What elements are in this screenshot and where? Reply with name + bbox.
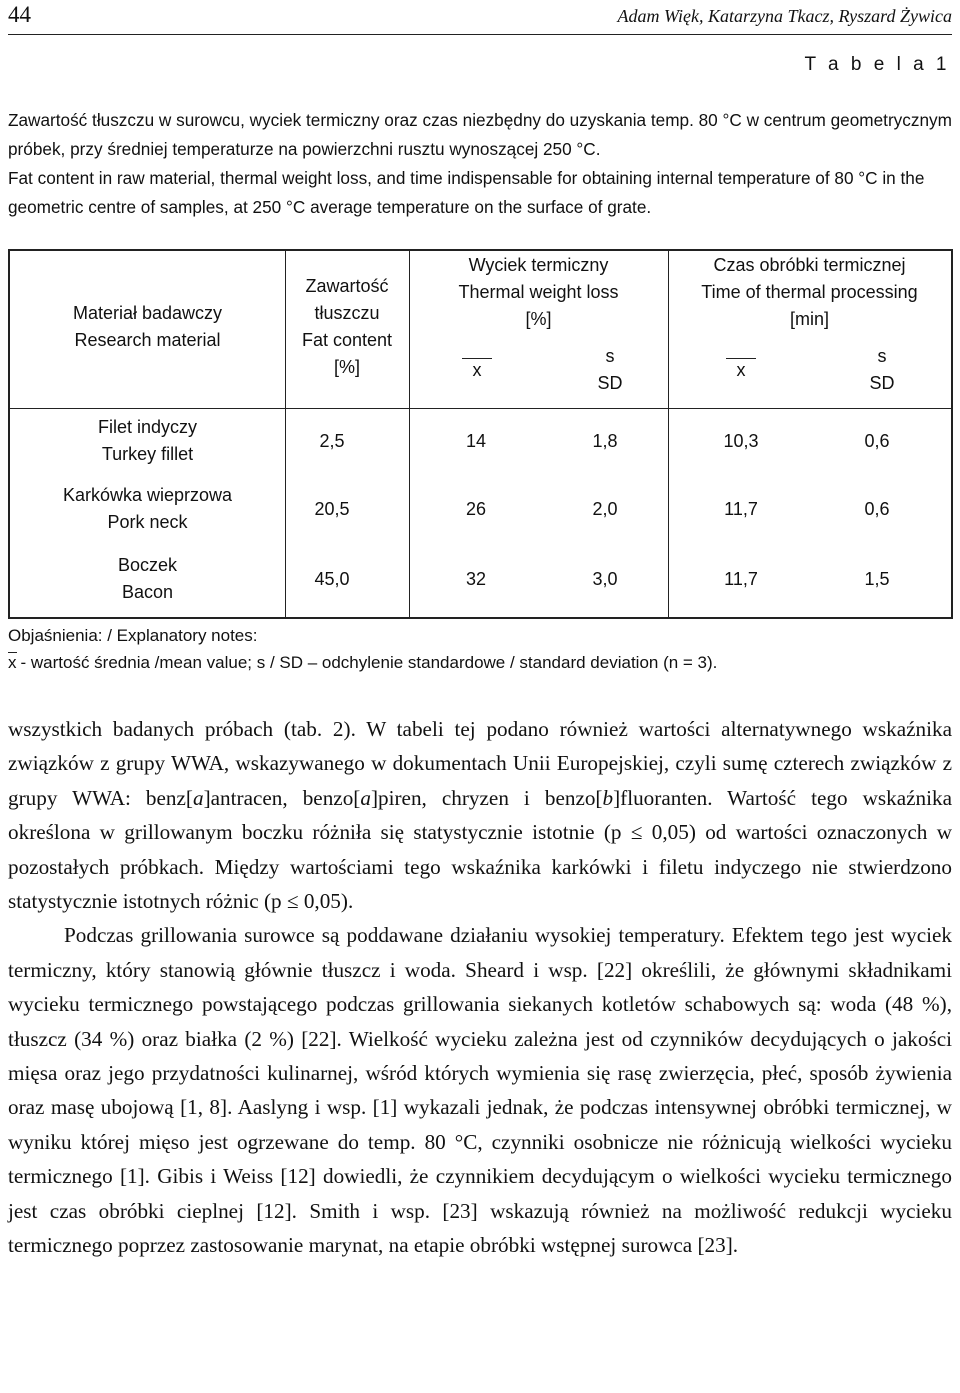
cell-fat: 45,0 — [314, 569, 350, 589]
subheader-mean-time: x — [726, 358, 756, 379]
cell-fat: 20,5 — [314, 499, 350, 519]
cell-weight-loss-sd: 3,0 — [592, 569, 618, 589]
cell-weight-loss-mean: 14 — [465, 431, 487, 451]
header-thermal-weight-loss: Wyciek termiczny Thermal weight loss [%] — [458, 255, 619, 329]
page-header — [8, 0, 952, 35]
row-material: Karkówka wieprzowa Pork neck — [62, 485, 233, 532]
cell-time-sd: 0,6 — [864, 431, 890, 451]
cell-weight-loss-mean: 26 — [465, 499, 487, 519]
body-paragraph: Podczas grillowania surowce są poddawane działaniu wysokiej temperatury. Efektem tego jest wyciek termiczny, który stanowią głównie tłuszcz i woda. Sheard i wsp. [22] określili, że głównymi składnikami wycieku termicznego powstającego podczas grillowania siekanych kotletów schabowych są: woda (48 %), tłuszcz (34 %) oraz białka (2 %) [22]. Wielkość wycieku zależna jest od czynników decydujących o jakości mięsa oraz jego przydatności kulinarnej, wśród których wymienia się rasę zwierzęcia, płeć, sposób żywienia oraz masę ubojową [1, 8]. Aaslyng i wsp. [1] wykazali jednak, że podczas intensywnej obróbki termicznej, w wyniku której mięso jest ogrzewane do temp. 80 °C, czynniki osobnicze nie różnicują wielkości wycieku termicznego [1]. Gibis i Weiss [12] dowiedli, że czynnikiem decydującym o wielkości wycieku termicznego jest czas obróbki cieplnej [12]. Smith i wsp. [23] wskazują również na możliwość redukcji wycieku termicznego poprzez zastosowanie marynat, na etapie obróbki wstępnej surowca [23]. — [8, 923, 952, 1258]
cell-time-sd: 0,6 — [864, 499, 890, 519]
row-material: Boczek Bacon — [117, 555, 178, 602]
cell-weight-loss-mean: 32 — [465, 569, 487, 589]
cell-time-mean: 11,7 — [724, 569, 758, 589]
cell-time-mean: 11,7 — [724, 499, 758, 519]
cell-time-mean: 10,3 — [723, 431, 759, 451]
body-paragraph: wszystkich badanych próbach (tab. 2). W tabeli tej podano również wartości alternatywnego wskaźnika związków z grupy WWA, wskazywanego w dokumentach Unii Europejskiej, czyli sumę czterech związków z grupy WWA: benz[a]antracen, benzo[a]piren, chryzen i benzo[b]fluoranten. Wartość tego wskaźnika określona w grillowanym boczku różniła się statystycznie istotnie (p ≤ 0,05) od wartości oznaczonych w pozostałych próbkach. Między wartościami tego wskaźnika karkówki i filetu indyczego nie stwierdzono statystycznie istotnych różnic (p ≤ 0,05). — [8, 717, 952, 914]
notes-text: - wartość średnia /mean value; s / SD – odchylenie standardowe / standard deviation (n = 3). — [20, 653, 718, 672]
table-label: T a b e l a 1 — [804, 54, 950, 75]
cell-weight-loss-sd: 1,8 — [592, 431, 618, 451]
subheader-sd-weight-loss: s SD — [597, 346, 623, 393]
page-number: 44 — [8, 2, 31, 27]
header-material: Materiał badawczy Research material — [72, 303, 223, 350]
row-material: Filet indyczy Turkey fillet — [97, 417, 198, 464]
subheader-sd-time: s SD — [869, 346, 895, 393]
notes-mean-symbol: x — [8, 653, 17, 672]
cell-fat: 2,5 — [319, 431, 345, 451]
notes-title: Objaśnienia: / Explanatory notes: — [8, 626, 258, 645]
cell-weight-loss-sd: 2,0 — [592, 499, 618, 519]
running-head-authors: Adam Więk, Katarzyna Tkacz, Ryszard Żywica — [617, 6, 952, 26]
subheader-mean-weight-loss: x — [462, 358, 492, 379]
notes-line — [8, 651, 717, 675]
header-thermal-processing-time: Czas obróbki termicznej Time of thermal processing [min] — [701, 255, 918, 329]
data-table — [8, 249, 953, 619]
cell-time-sd: 1,5 — [864, 569, 890, 589]
body-text — [8, 712, 952, 1263]
table-caption-polish: Zawartość tłuszczu w surowcu, wyciek termiczny oraz czas niezbędny do uzyskania temp. 80 °C w centrum geometrycznym próbek, przy średniej temperaturze na powierzchni rusztu wynoszącej 250 °C. — [8, 110, 952, 159]
table-caption-english: Fat content in raw material, thermal weight loss, and time indispensable for obtaining internal temperature of 80 °C in the geometric centre of samples, at 250 °C average temperature on the surface of grate. — [8, 168, 925, 217]
header-fat-content: Zawartość tłuszczu Fat content [%] — [301, 276, 393, 377]
